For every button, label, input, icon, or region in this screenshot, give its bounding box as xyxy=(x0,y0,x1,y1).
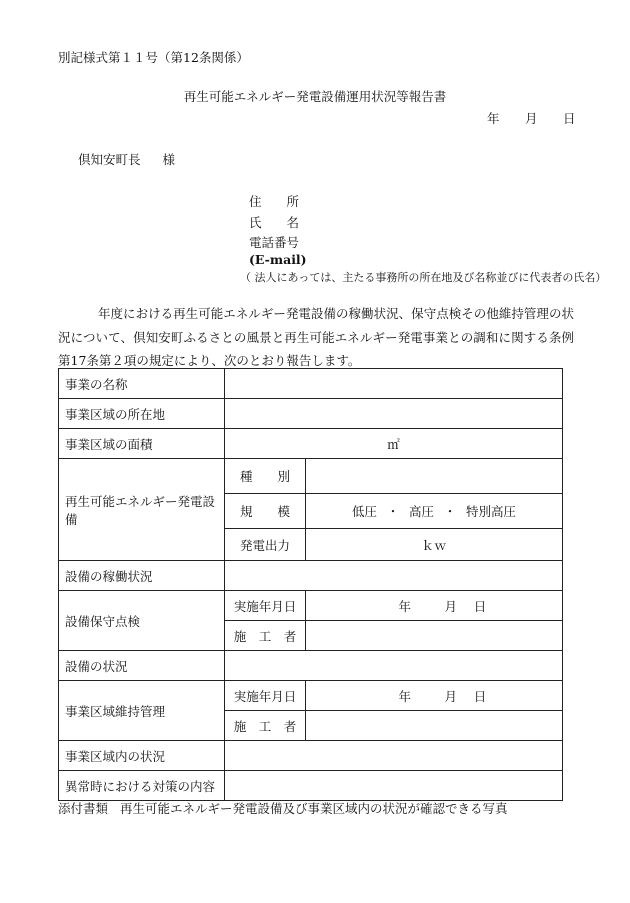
area-status-field[interactable] xyxy=(225,741,563,771)
table-row xyxy=(59,369,563,399)
date-month-label: 月 xyxy=(525,111,538,126)
maintenance-contractor-label: 施 工 者 xyxy=(225,621,306,651)
equipment-label: 再生可能エネルギー発電設備 xyxy=(59,459,225,561)
area-unit: ㎡ xyxy=(387,436,400,452)
attachment-text: 再生可能エネルギー発電設備及び事業区域内の状況が確認できる写真 xyxy=(120,801,508,816)
maintenance-label: 設備保守点検 xyxy=(59,591,225,651)
scale-high-voltage[interactable]: 高圧 xyxy=(408,504,434,519)
reporter-note: （ 法人にあっては、主たる事務所の所在地及び名称並びに代表者の氏名） xyxy=(240,271,607,284)
ymd-year: 年 xyxy=(398,598,411,614)
table-row xyxy=(59,399,563,429)
table-row xyxy=(59,591,563,621)
table-row xyxy=(59,561,563,591)
scale-separator: ・ xyxy=(386,504,400,519)
ymd-month: 月 xyxy=(444,598,457,614)
area-field[interactable] xyxy=(225,429,563,459)
form-id: 別記様式第１１号（第12条関係） xyxy=(58,50,249,65)
ymd-year: 年 xyxy=(398,688,411,704)
type-label: 種 別 xyxy=(225,459,306,494)
equipment-status-label: 設備の状況 xyxy=(59,651,225,681)
scale-options[interactable] xyxy=(306,494,563,529)
attachment-note xyxy=(58,799,508,817)
output-unit: ｋｗ xyxy=(421,537,447,553)
operation-status-label: 設備の稼働状況 xyxy=(59,561,225,591)
table-row xyxy=(59,741,563,771)
addressee-name: 倶知安町長 xyxy=(78,152,141,167)
business-name-field[interactable] xyxy=(225,369,563,399)
business-name-label: 事業の名称 xyxy=(59,369,225,399)
scale-separator: ・ xyxy=(443,504,457,519)
table-row xyxy=(59,771,563,801)
scale-extra-high-voltage[interactable]: 特別高圧 xyxy=(466,504,517,519)
addressee xyxy=(78,150,175,168)
table-row xyxy=(59,429,563,459)
area-management-label: 事業区域維持管理 xyxy=(59,681,225,741)
scale-label: 規 模 xyxy=(225,494,306,529)
report-table xyxy=(58,368,563,801)
maintenance-contractor-field[interactable] xyxy=(306,621,563,651)
table-row xyxy=(59,651,563,681)
addressee-honorific: 様 xyxy=(162,152,176,167)
report-date xyxy=(487,109,576,127)
address-label: 住 所 xyxy=(249,194,300,209)
type-field[interactable] xyxy=(306,459,563,494)
ymd-day: 日 xyxy=(473,598,487,614)
emergency-measures-field[interactable] xyxy=(225,771,563,801)
management-contractor-label: 施 工 者 xyxy=(225,711,306,741)
date-day-label: 日 xyxy=(563,111,576,126)
ymd-month: 月 xyxy=(444,688,457,704)
location-field[interactable] xyxy=(225,399,563,429)
name-label: 氏 名 xyxy=(249,215,300,230)
emergency-measures-label: 異常時における対策の内容 xyxy=(59,771,225,801)
table-row xyxy=(59,681,563,711)
maintenance-date-label: 実施年月日 xyxy=(225,591,306,621)
table-row xyxy=(59,459,563,494)
date-year-label: 年 xyxy=(487,111,500,126)
area-status-label: 事業区域内の状況 xyxy=(59,741,225,771)
email-label: (E-mail) xyxy=(249,252,307,267)
ymd-day: 日 xyxy=(473,688,487,704)
attachment-label: 添付書類 xyxy=(58,801,109,816)
document-title: 再生可能エネルギー発電設備運用状況等報告書 xyxy=(183,89,447,104)
area-label: 事業区域の面積 xyxy=(59,429,225,459)
management-date-label: 実施年月日 xyxy=(225,681,306,711)
management-contractor-field[interactable] xyxy=(306,711,563,741)
output-field[interactable] xyxy=(306,529,563,561)
operation-status-field[interactable] xyxy=(225,561,563,591)
body-text: 年度における再生可能エネルギー発電設備の稼働状況、保守点検その他維持管理の状況について、倶知安町ふるさとの風景と再生可能エネルギー発電事業との調和に関する条例第17条第２項の規定により、次のとおり報告します。 xyxy=(58,306,574,368)
phone-label: 電話番号 xyxy=(249,235,300,250)
maintenance-date-field[interactable] xyxy=(306,591,563,621)
location-label: 事業区域の所在地 xyxy=(59,399,225,429)
equipment-status-field[interactable] xyxy=(225,651,563,681)
scale-low-voltage[interactable]: 低圧 xyxy=(351,504,377,519)
output-label: 発電出力 xyxy=(225,529,306,561)
management-date-field[interactable] xyxy=(306,681,563,711)
